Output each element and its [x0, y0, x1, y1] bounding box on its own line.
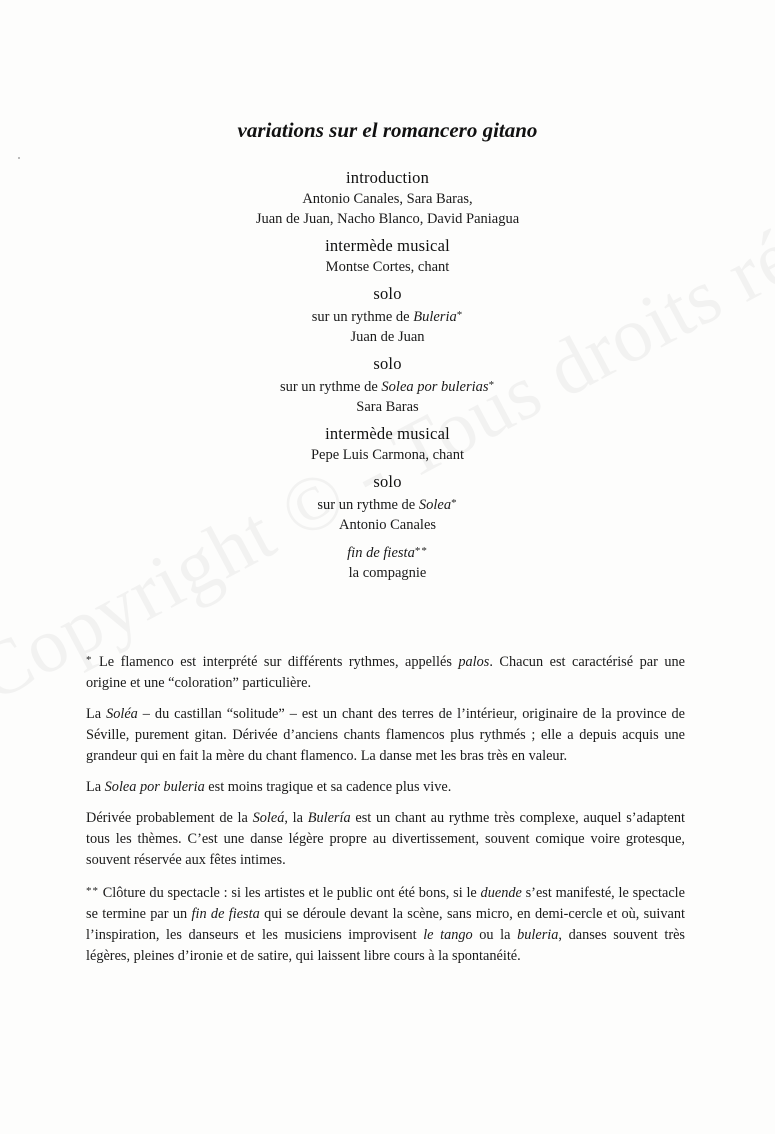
performers-line: Juan de Juan, Nacho Blanco, David Paniagua: [255, 211, 520, 227]
program-solo-3: [0, 471, 775, 535]
performer-line: la compagnie: [348, 565, 427, 581]
note-term: buleria: [517, 927, 559, 943]
note-term: Soleá: [252, 810, 285, 826]
note-term: Soléa: [106, 706, 138, 722]
footnote-marker: **: [86, 885, 99, 897]
program-solo-2: [0, 353, 775, 417]
rhythm-prefix: sur un rythme de: [317, 497, 419, 513]
piece-title: variations sur el romancero gitano: [237, 118, 538, 142]
section-heading: intermède musical: [325, 236, 450, 255]
footnote-marker: *: [451, 497, 458, 509]
note-text: ou la: [472, 927, 518, 943]
rhythm-prefix: sur un rythme de: [311, 309, 414, 325]
note-text: La: [86, 706, 107, 722]
footnote-marker: *: [488, 379, 496, 391]
performer-line: Montse Cortes, chant: [325, 259, 450, 275]
footnote-marker: *: [456, 309, 464, 321]
section-heading: intermède musical: [325, 424, 450, 443]
performer-line: Sara Baras: [356, 399, 419, 415]
footnote-fin-de-fiesta: [86, 881, 685, 967]
footnote-palos: [86, 650, 685, 694]
note-text: est moins tragique et sa cadence plus vive.: [204, 779, 452, 795]
performer-line: Pepe Luis Carmona, chant: [310, 447, 464, 463]
finale-heading-line: [0, 541, 775, 563]
note-text: – du castillan “solitude” – est un chant des terres de l’intérieur, originaire de la province de Séville, purement gitan. Dérivée d’anciens chants flamencos plus rythmés ; elle a depuis acquis une grandeur qui en fait la mère du chant flamenco. La danse met les bras très en valeur.: [86, 706, 685, 764]
note-text: , la: [284, 810, 308, 826]
section-heading: introduction: [345, 168, 430, 187]
note-text: s’est manifesté, le spectacle se termine par un: [86, 885, 685, 922]
note-text: est un chant au rythme très complexe, auquel s’adaptent tous les thèmes. C’est une danse légère propre au divertissement, souvent comique voire grotesque, souvent réservée aux fêtes intimes.: [86, 810, 685, 868]
section-heading: solo: [373, 354, 402, 373]
note-text: Le flamenco est interprété sur différents rythmes, appellés: [92, 654, 459, 670]
note-buleria: [86, 808, 685, 871]
note-term: Bulería: [307, 810, 351, 826]
performers-line: Antonio Canales, Sara Baras,: [302, 191, 473, 207]
note-text: , danses souvent très légères, pleines d’ironie et de satire, qui laissent libre cours à la spontanéité.: [86, 927, 685, 964]
rhythm-name: Buleria: [413, 309, 457, 325]
program-finale: [0, 541, 775, 583]
note-solea: [86, 704, 685, 767]
note-solea-por-buleria: [86, 777, 685, 798]
rhythm-name: Solea por bulerias: [381, 379, 489, 395]
rhythm-line: [0, 493, 775, 515]
rhythm-name: Solea: [418, 497, 452, 513]
section-heading: fin de fiesta: [347, 545, 415, 561]
section-heading: solo: [373, 284, 402, 303]
performer-line: Juan de Juan: [350, 329, 425, 345]
note-term: fin de fiesta: [191, 906, 260, 922]
footnote-marker: **: [414, 545, 428, 557]
program-solo-1: [0, 283, 775, 347]
note-term: Solea por buleria: [104, 779, 205, 795]
note-term: le tango: [423, 927, 473, 943]
note-term: palos: [458, 654, 490, 670]
note-text: . Chacun est caractérisé par une origine et une “coloration” particulière.: [86, 654, 685, 691]
program-interlude-2: [0, 423, 775, 465]
rhythm-prefix: sur un rythme de: [279, 379, 382, 395]
program-introduction: [0, 167, 775, 229]
note-text: Dérivée probablement de la: [86, 810, 253, 826]
rhythm-line: [0, 375, 775, 397]
footnote-marker: *: [86, 654, 93, 666]
footnotes: [86, 650, 685, 977]
note-text: La: [86, 779, 105, 795]
program-listing: [0, 167, 775, 589]
note-term: duende: [480, 885, 522, 901]
note-text: Clôture du spectacle : si les artistes et le public ont été bons, si le: [99, 885, 481, 901]
scan-speck: [18, 157, 20, 159]
rhythm-line: [0, 305, 775, 327]
section-heading: solo: [373, 472, 402, 491]
note-text: qui se déroule devant la scène, sans micro, en demi-cercle et où, suivant l’inspiration, les danseurs et les musiciens improvisent: [86, 906, 685, 943]
program-interlude-1: [0, 235, 775, 277]
performer-line: Antonio Canales: [338, 517, 437, 533]
